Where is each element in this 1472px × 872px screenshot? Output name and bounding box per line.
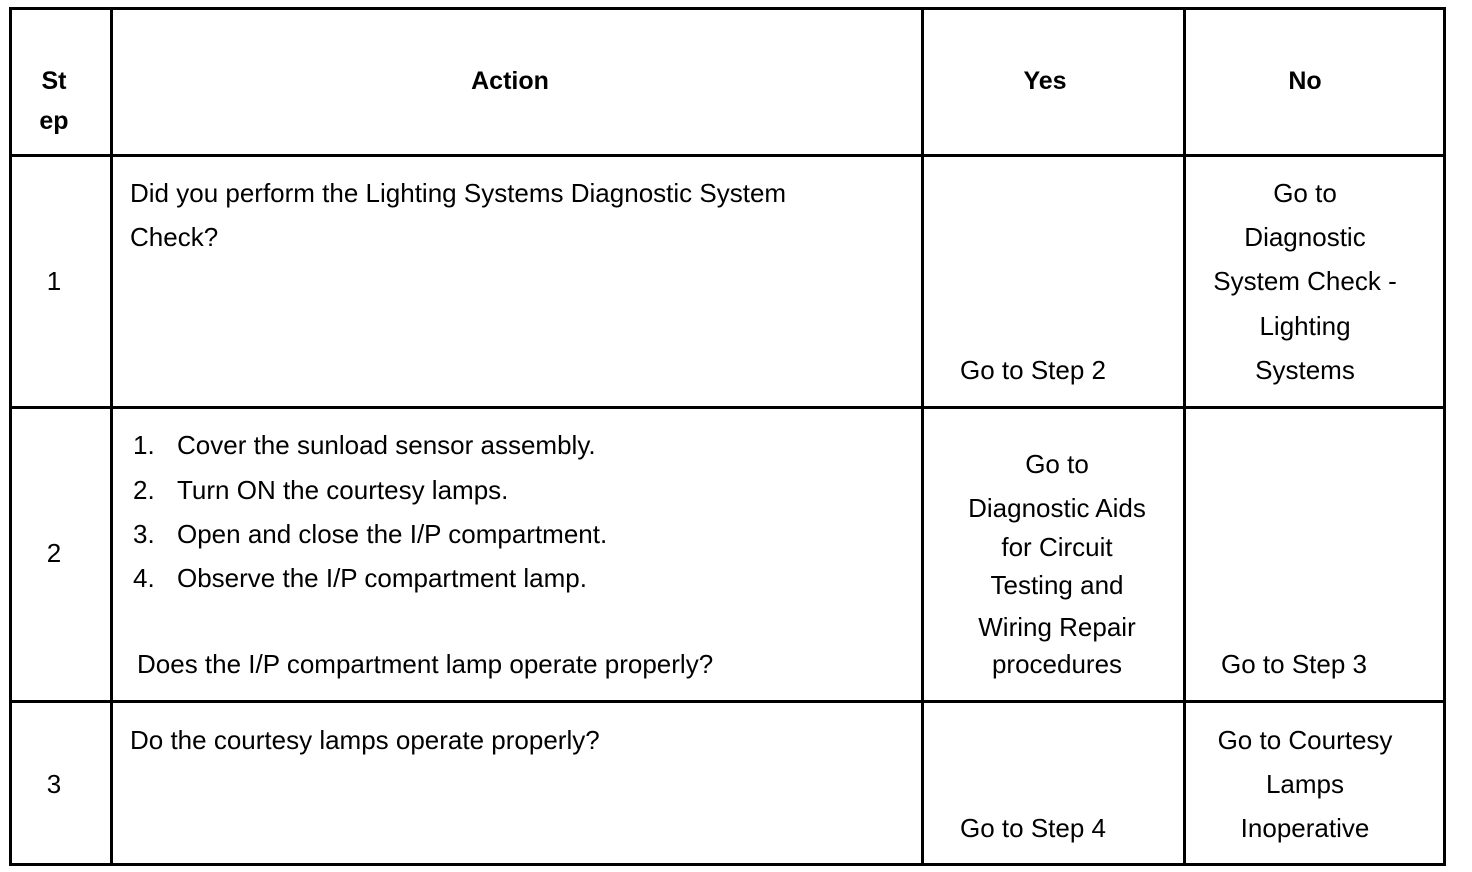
header-yes-label: Yes <box>1023 67 1067 95</box>
action-question: Does the I/P compartment lamp operate properly? <box>137 649 714 679</box>
yes-result: procedures <box>991 649 1123 679</box>
no-result: Lighting <box>1259 311 1351 341</box>
yes-result: Testing and <box>990 570 1124 600</box>
header-row-divider <box>9 154 1446 157</box>
no-result: Go to <box>1273 178 1337 208</box>
no-result: Diagnostic <box>1244 222 1366 252</box>
header-step-label: ep <box>39 107 69 135</box>
action-list-item: Open and close the I/P compartment. <box>177 519 608 549</box>
yes-result: for Circuit <box>1001 532 1113 562</box>
header-no-label: No <box>1288 67 1322 95</box>
action-list-number: 2. <box>133 475 155 505</box>
action-list-item: Turn ON the courtesy lamps. <box>177 475 509 505</box>
header-step-label: St <box>41 67 67 95</box>
no-result: Inoperative <box>1240 813 1370 843</box>
action-text: Do the courtesy lamps operate properly? <box>130 725 600 755</box>
row-divider <box>9 406 1446 409</box>
no-result: Go to Step 3 <box>1221 649 1367 679</box>
table-right-border <box>1443 7 1446 866</box>
yes-result: Go to Step 4 <box>960 813 1106 843</box>
action-text: Did you perform the Lighting Systems Diagnostic System <box>130 178 787 208</box>
header-action-label: Action <box>471 67 549 95</box>
step-number: 1 <box>46 266 62 296</box>
row-divider <box>9 700 1446 703</box>
action-list-item: Cover the sunload sensor assembly. <box>177 430 596 460</box>
action-list-number: 1. <box>133 430 155 460</box>
step-number: 2 <box>46 538 62 568</box>
column-divider <box>1183 7 1186 866</box>
yes-result: Diagnostic Aids <box>968 493 1146 523</box>
action-list-number: 3. <box>133 519 155 549</box>
no-result: Systems <box>1255 355 1355 385</box>
column-divider <box>110 7 113 866</box>
no-result: Go to Courtesy <box>1217 725 1393 755</box>
table-bottom-border <box>9 863 1446 866</box>
action-list-number: 4. <box>133 563 155 593</box>
action-text: Check? <box>130 222 219 252</box>
table-top-border <box>9 7 1446 10</box>
yes-result: Wiring Repair <box>978 612 1136 642</box>
no-result: System Check - <box>1213 266 1397 296</box>
action-list-item: Observe the I/P compartment lamp. <box>177 563 587 593</box>
column-divider <box>921 7 924 866</box>
step-number: 3 <box>46 769 62 799</box>
yes-result: Go to <box>1025 449 1089 479</box>
no-result: Lamps <box>1265 769 1345 799</box>
yes-result: Go to Step 2 <box>960 355 1106 385</box>
